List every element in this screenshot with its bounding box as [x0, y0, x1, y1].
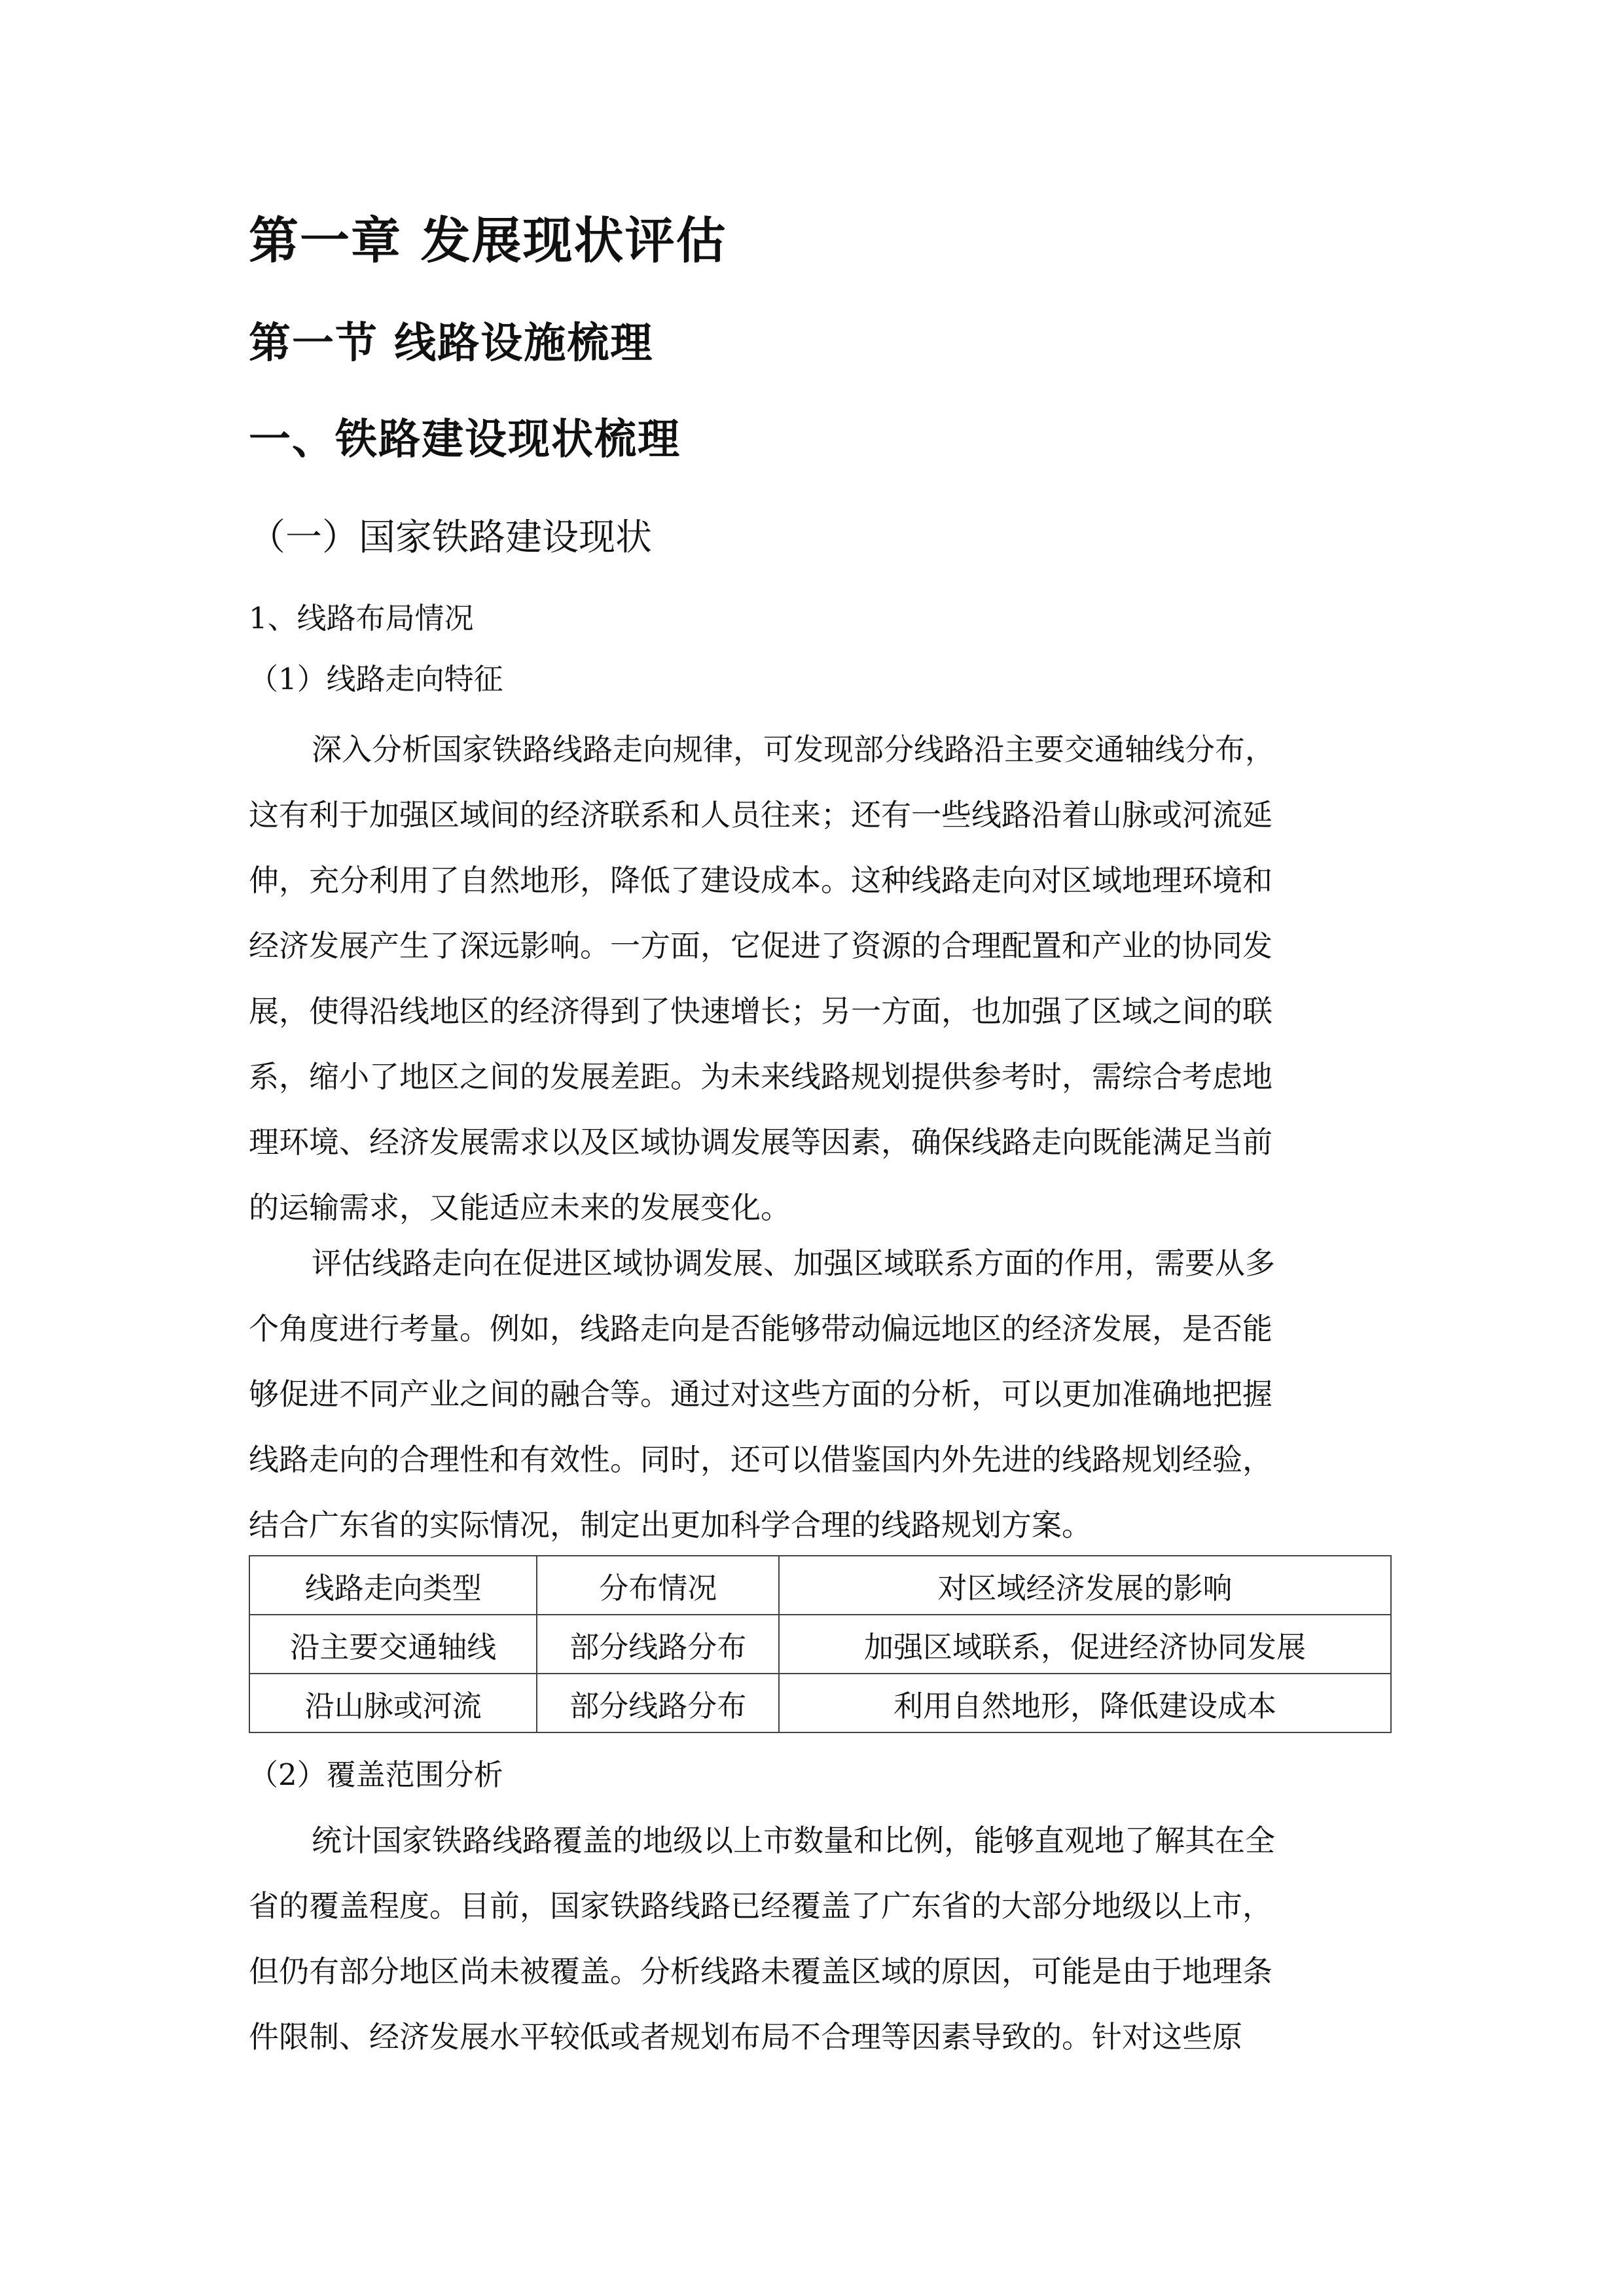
paragraph-line: 结合广东省的实际情况，制定出更加科学合理的线路规划方案。	[249, 1507, 1092, 1543]
item-title: 1、线路布局情况	[249, 601, 474, 636]
subsection-title: 一、铁路建设现状梳理	[249, 416, 681, 464]
paragraph-line: 深入分析国家铁路线路走向规律，可发现部分线路沿主要交通轴线分布，	[312, 732, 1275, 767]
table-header-cell: 分布情况	[537, 1556, 779, 1615]
paragraph-line: 线路走向的合理性和有效性。同时，还可以借鉴国内外先进的线路规划经验，	[249, 1442, 1272, 1477]
section-title: 第一节 线路设施梳理	[249, 319, 654, 368]
paragraph-coverage-analysis	[249, 1808, 1375, 2070]
paragraph-line: 的运输需求，又能适应未来的发展变化。	[249, 1190, 791, 1225]
table-cell: 沿山脉或河流	[249, 1674, 537, 1732]
paragraph-line: 件限制、经济发展水平较低或者规划布局不合理等因素导致的。针对这些原	[249, 2019, 1242, 2054]
table-header-row	[249, 1556, 1391, 1615]
paragraph-line: 统计国家铁路线路覆盖的地级以上市数量和比例，能够直观地了解其在全	[312, 1823, 1275, 1858]
paragraph-line: 这有利于加强区域间的经济联系和人员往来；还有一些线路沿着山脉或河流延	[249, 797, 1272, 833]
paragraph-line: 展，使得沿线地区的经济得到了快速增长；另一方面，也加强了区域之间的联	[249, 994, 1272, 1029]
point-title-coverage: （2）覆盖范围分析	[249, 1757, 503, 1792]
paragraph-line: 个角度进行考量。例如，线路走向是否能够带动偏远地区的经济发展，是否能	[249, 1311, 1272, 1346]
paragraph-line: 系，缩小了地区之间的发展差距。为未来线路规划提供参考时，需综合考虑地	[249, 1059, 1272, 1094]
table-row	[249, 1674, 1391, 1732]
table-row	[249, 1615, 1391, 1674]
paragraph-line: 但仍有部分地区尚未被覆盖。分析线路未覆盖区域的原因，可能是由于地理条	[249, 1954, 1272, 1989]
table-header-cell: 线路走向类型	[249, 1556, 537, 1615]
route-type-table	[249, 1555, 1392, 1733]
paragraph-route-analysis	[249, 717, 1375, 1240]
point-title-route: （1）线路走向特征	[249, 662, 503, 696]
paragraph-line: 够促进不同产业之间的融合等。通过对这些方面的分析，可以更加准确地把握	[249, 1376, 1272, 1412]
table-cell: 加强区域联系，促进经济协同发展	[779, 1615, 1391, 1674]
table-cell: 沿主要交通轴线	[249, 1615, 537, 1674]
paragraph-route-evaluation	[249, 1230, 1375, 1558]
chapter-title: 第一章 发展现状评估	[249, 211, 727, 270]
paragraph-line: 伸，充分利用了自然地形，降低了建设成本。这种线路走向对区域地理环境和	[249, 863, 1272, 898]
table-cell: 部分线路分布	[537, 1615, 779, 1674]
paragraph-line: 省的覆盖程度。目前，国家铁路线路已经覆盖了广东省的大部分地级以上市，	[249, 1888, 1272, 1924]
paragraph-line: 理环境、经济发展需求以及区域协调发展等因素，确保线路走向既能满足当前	[249, 1124, 1272, 1160]
paragraph-line: 评估线路走向在促进区域协调发展、加强区域联系方面的作用，需要从多	[312, 1246, 1275, 1281]
part-title: （一）国家铁路建设现状	[249, 516, 652, 559]
table-header-cell: 对区域经济发展的影响	[779, 1556, 1391, 1615]
paragraph-line: 经济发展产生了深远影响。一方面，它促进了资源的合理配置和产业的协同发	[249, 928, 1272, 963]
table-cell: 利用自然地形，降低建设成本	[779, 1674, 1391, 1732]
table-cell: 部分线路分布	[537, 1674, 779, 1732]
